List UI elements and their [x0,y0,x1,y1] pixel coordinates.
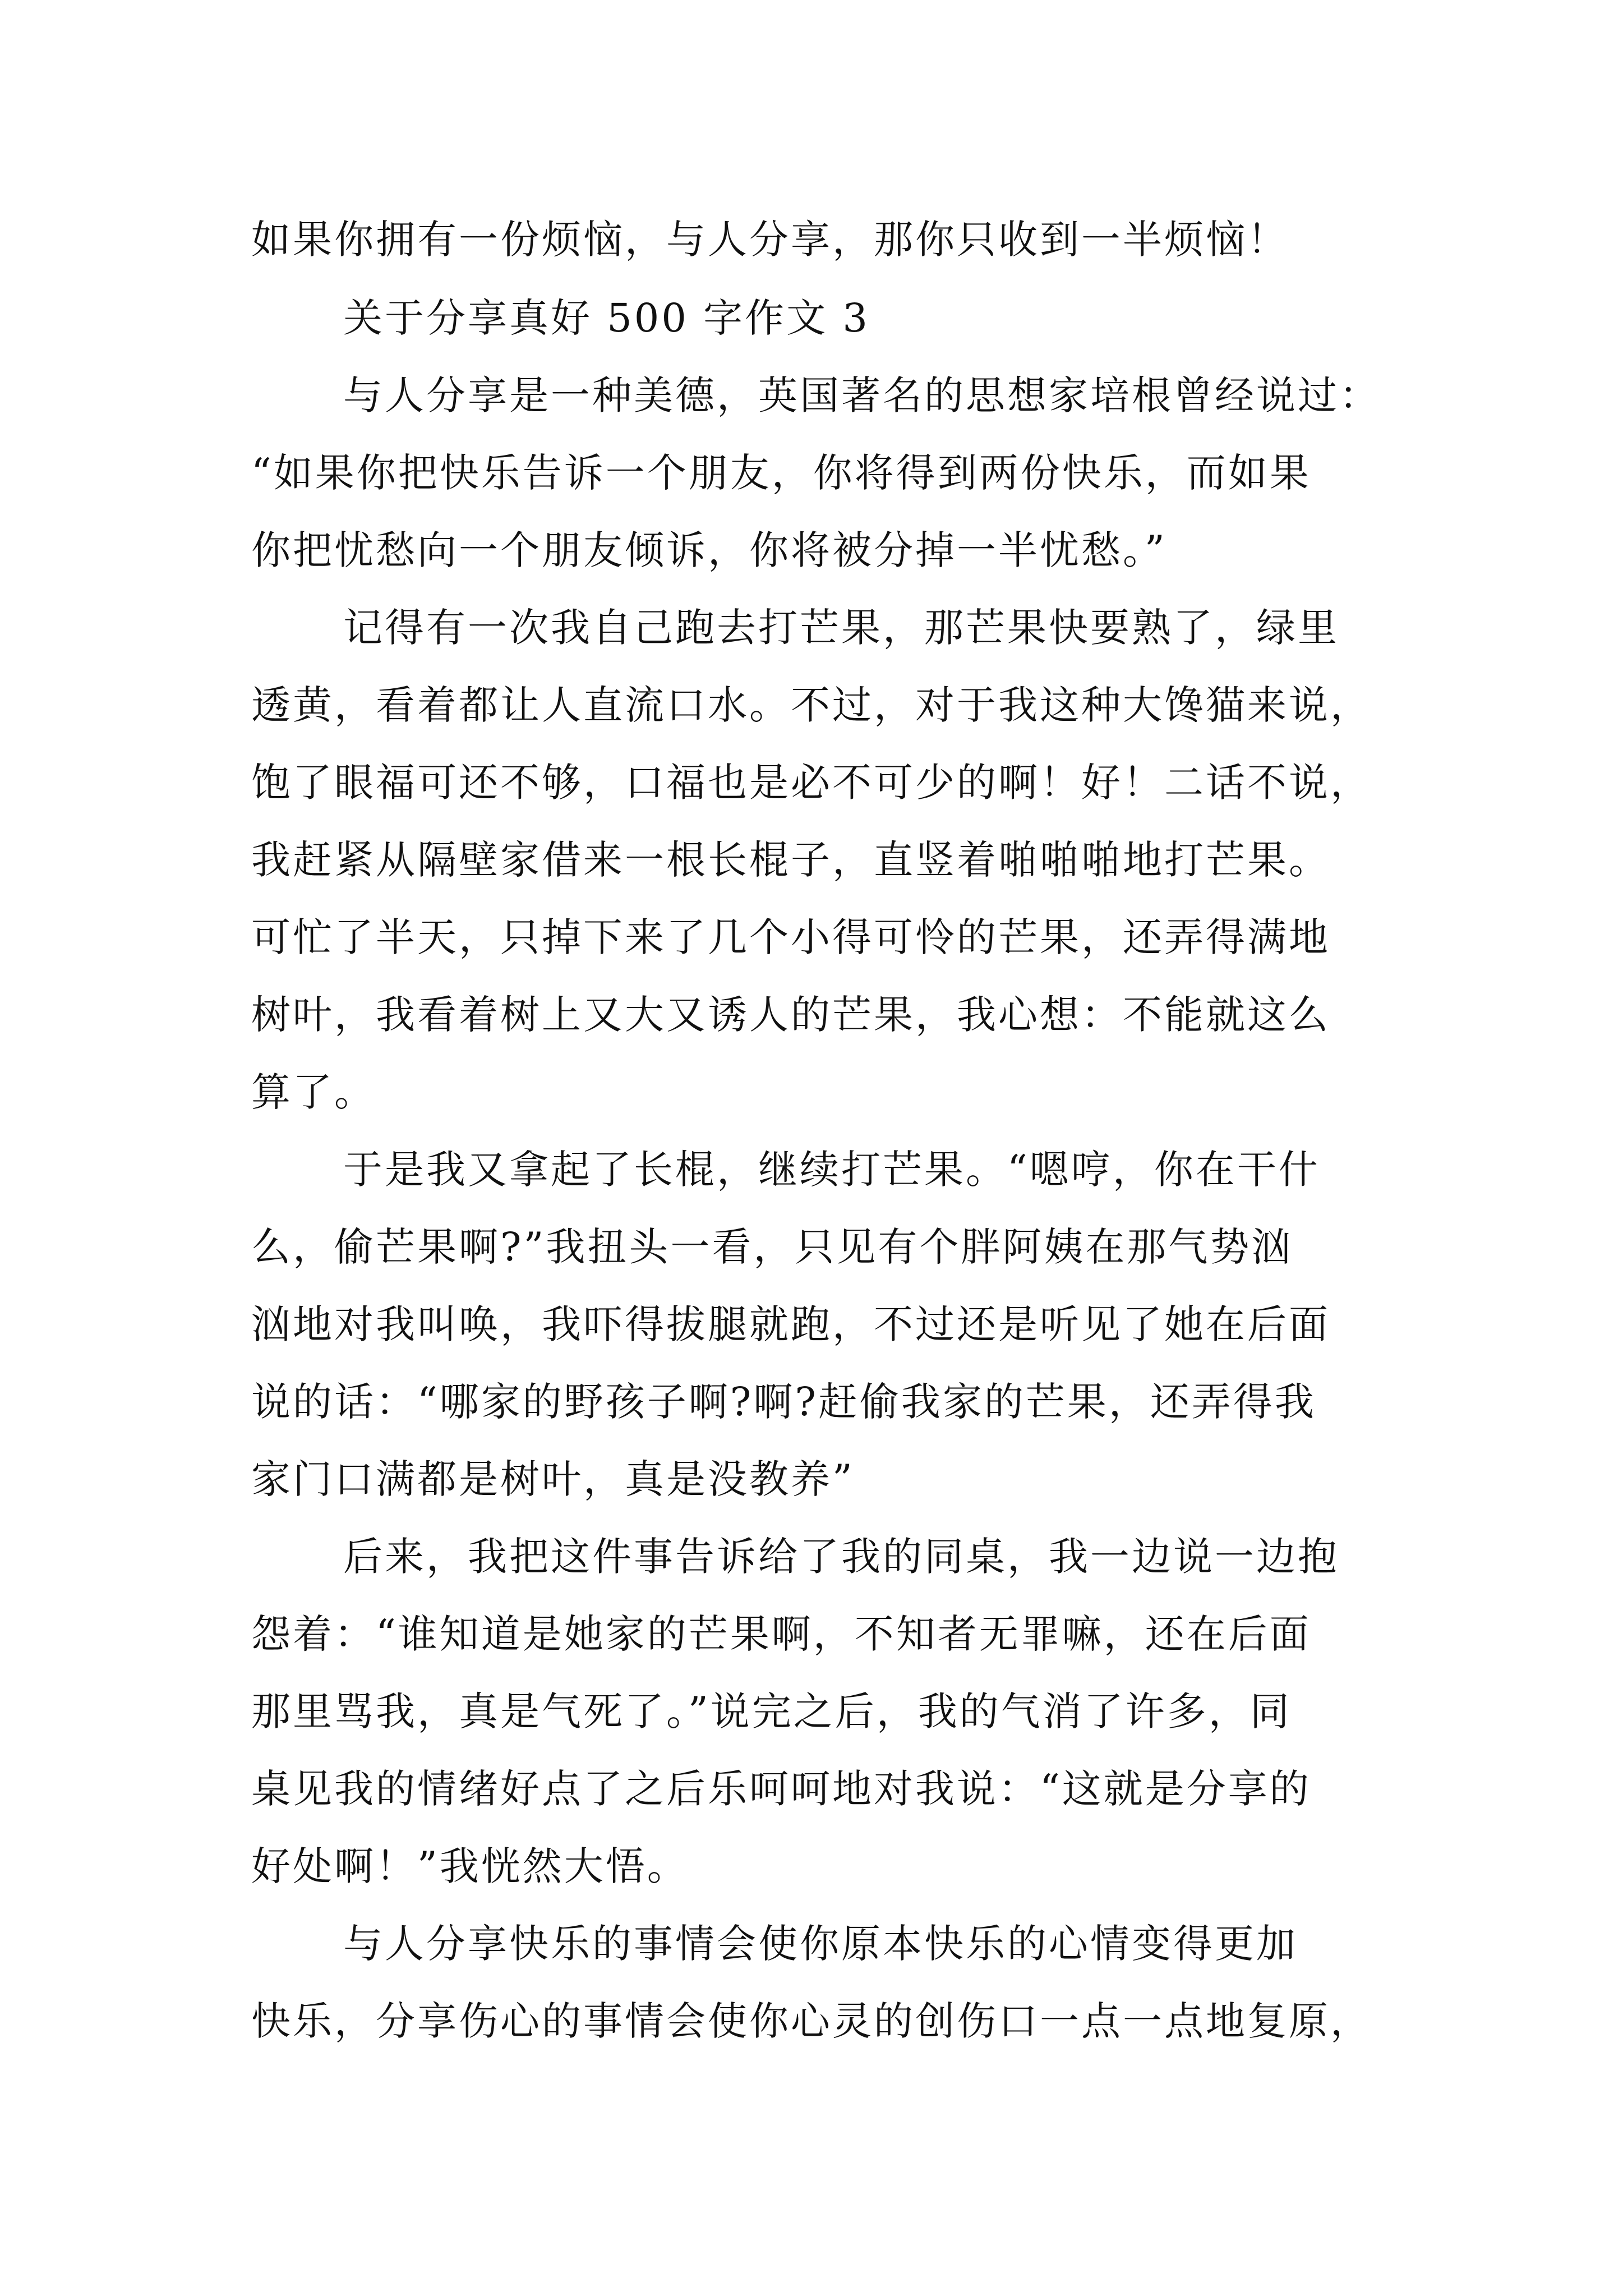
text-line: 树叶，我看着树上又大又诱人的芒果，我心想：不能就这么 [251,992,1330,1038]
text-line: 那里骂我，真是气死了。”说完之后，我的气消了许多，同 [251,1688,1292,1734]
text-line: 怨着：“谁知道是她家的芒果啊，不知者无罪嘛，还在后面 [251,1611,1311,1657]
text-line: “如果你把快乐告诉一个朋友，你将得到两份快乐，而如果 [251,450,1311,496]
text-line: 饱了眼福可还不够，口福也是必不可少的啊！好！二话不说， [251,760,1372,806]
text-line: 你把忧愁向一个朋友倾诉，你将被分掉一半忧愁。” [251,527,1167,573]
text-line: 快乐，分享伤心的事情会使你心灵的创伤口一点一点地复原， [251,1998,1372,2044]
text-line: 于是我又拿起了长棍，继续打芒果。“嗯哼，你在干什 [343,1147,1320,1193]
text-line: 汹地对我叫唤，我吓得拔腿就跑，不过还是听见了她在后面 [251,1301,1330,1347]
text-line: 桌见我的情绪好点了之后乐呵呵地对我说：“这就是分享的 [251,1766,1311,1812]
text-line: 好处啊！”我恍然大悟。 [251,1843,689,1889]
text-line: 说的话：“哪家的野孩子啊?啊?赶偷我家的芒果，还弄得我 [251,1379,1316,1425]
text-line: 透黄，看着都让人直流口水。不过，对于我这种大馋猫来说， [251,682,1372,728]
text-line: 如果你拥有一份烦恼，与人分享，那你只收到一半烦恼！ [251,217,1289,263]
section-heading: 关于分享真好 500 字作文 3 [343,295,870,341]
text-line: 算了。 [251,1069,376,1115]
text-line: 与人分享快乐的事情会使你原本快乐的心情变得更加 [343,1921,1298,1967]
text-line: 记得有一次我自己跑去打芒果，那芒果快要熟了，绿里 [343,605,1339,651]
text-line: 可忙了半天，只掉下来了几个小得可怜的芒果，还弄得满地 [251,914,1330,960]
text-line: 家门口满都是树叶，真是没教养” [251,1456,855,1502]
text-line: 我赶紧从隔壁家借来一根长棍子，直竖着啪啪啪地打芒果。 [251,837,1330,883]
text-line: 么，偷芒果啊?”我扭头一看，只见有个胖阿姨在那气势汹 [251,1224,1293,1270]
text-line: 与人分享是一种美德，英国著名的思想家培根曾经说过： [343,372,1381,418]
text-line: 后来，我把这件事告诉给了我的同桌，我一边说一边抱 [343,1534,1339,1580]
